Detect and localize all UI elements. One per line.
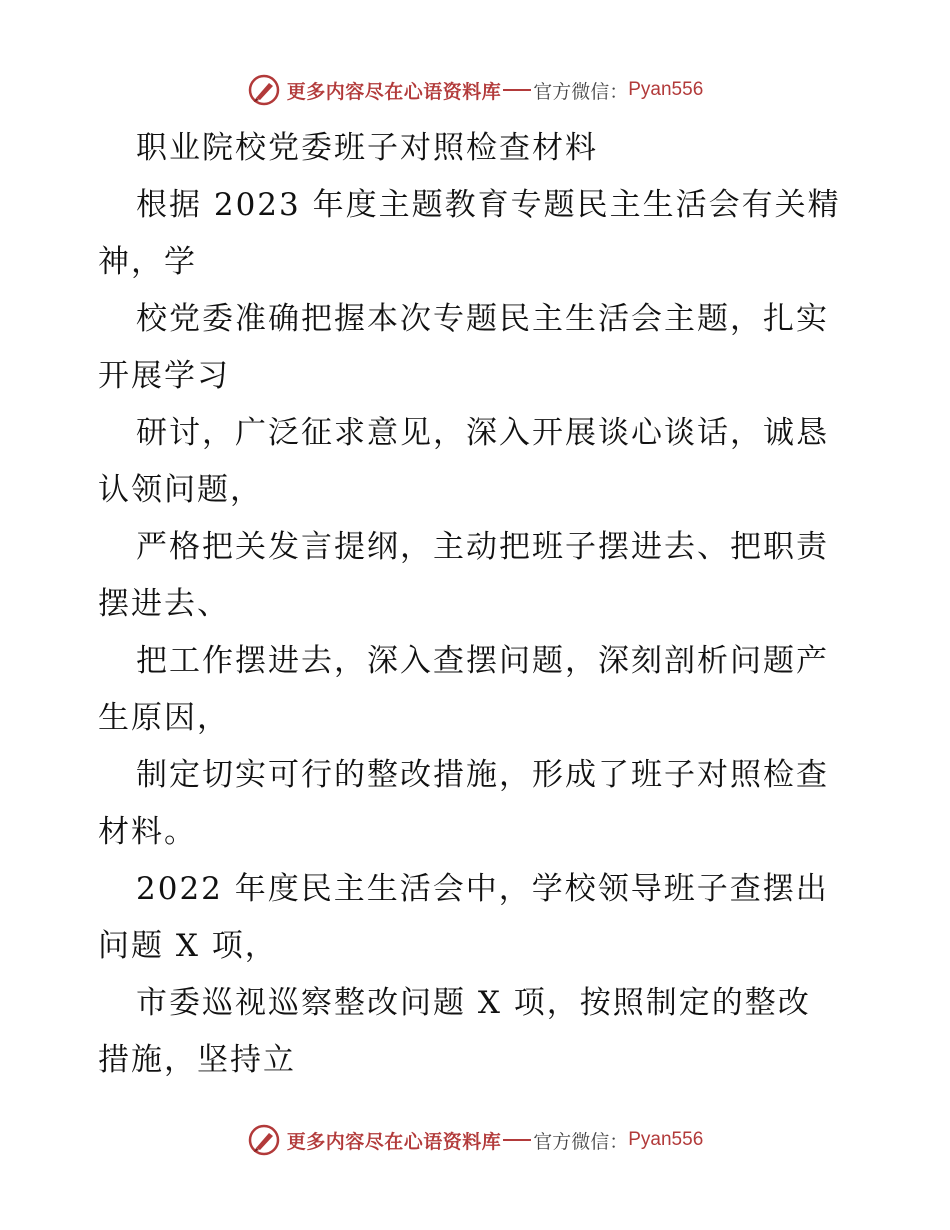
watermark-sub: 官方微信： [533, 1130, 629, 1153]
text-line: 严格把关发言提纲，主动把班子摆进去、把职责 [136, 529, 829, 565]
text-line: 把工作摆进去，深入查摆问题，深刻剖析问题产 [136, 643, 829, 679]
text-line: 摆进去、 [98, 586, 230, 622]
pen-logo-icon [247, 73, 281, 107]
watermark-id: Pyan556 [628, 1129, 704, 1150]
document-body [98, 120, 858, 1089]
watermark-footer [0, 1122, 950, 1158]
document-title: 职业院校党委班子对照检查材料 [136, 130, 598, 166]
text-line: 研讨，广泛征求意见，深入开展谈心谈话，诚恳 [136, 415, 829, 451]
watermark-dash [503, 89, 531, 91]
text-line: 神，学 [98, 244, 197, 280]
pen-logo-icon [247, 1123, 281, 1157]
text-line: 材料。 [98, 814, 197, 850]
text-line: 问题 X 项， [98, 928, 278, 964]
watermark-text: 更多内容尽在心语资料库 [286, 80, 502, 103]
text-line: 市委巡视巡察整改问题 X 项，按照制定的整改 [136, 985, 811, 1021]
text-line: 根据 2023 年度主题教育专题民主生活会有关精 [136, 187, 841, 223]
text-line: 生原因， [98, 700, 230, 736]
watermark-header [0, 72, 950, 108]
watermark-sub: 官方微信： [533, 80, 629, 103]
text-line: 认领问题， [98, 472, 263, 508]
watermark-dash [503, 1139, 531, 1141]
text-line: 2022 年度民主生活会中，学校领导班子查摆出 [136, 871, 829, 907]
text-line: 制定切实可行的整改措施，形成了班子对照检查 [136, 757, 829, 793]
watermark-text: 更多内容尽在心语资料库 [286, 1130, 502, 1153]
text-line: 开展学习 [98, 358, 230, 394]
text-line: 措施，坚持立 [98, 1042, 296, 1078]
text-line: 校党委准确把握本次专题民主生活会主题，扎实 [136, 301, 829, 337]
watermark-id: Pyan556 [628, 79, 704, 100]
